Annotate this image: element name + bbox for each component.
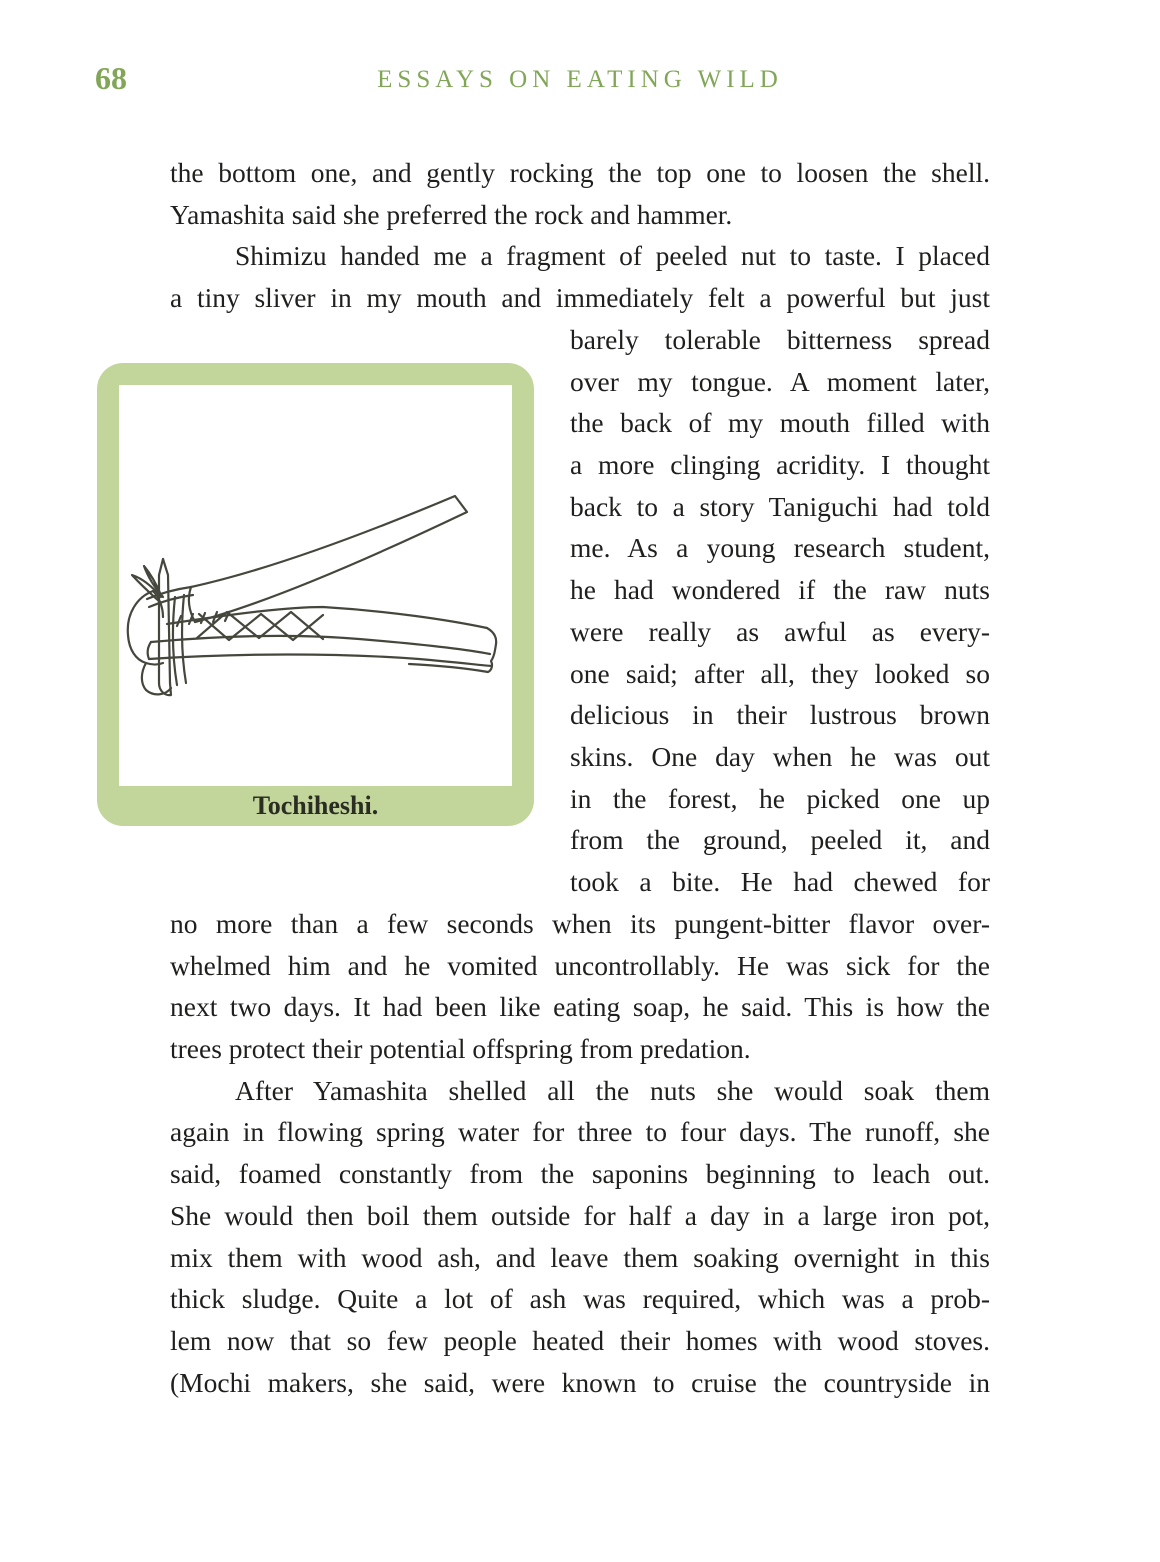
text-line: whelmed him and he vomited uncontrollably. He was sick for the xyxy=(170,949,990,981)
text-line: mix them with wood ash, and leave them soaking overnight in this xyxy=(170,1241,990,1273)
text-line: again in flowing spring water for three to four days. The runoff, she xyxy=(170,1116,990,1148)
text-line: She would then boil them outside for half a day in a large iron pot, xyxy=(170,1199,990,1231)
text-line: Shimizu handed me a fragment of peeled nut to taste. I placed xyxy=(235,240,990,272)
running-header: ESSAYS ON EATING WILD xyxy=(377,66,783,93)
text-line: in the forest, he picked one up xyxy=(570,782,990,814)
figure-caption: Tochiheshi. xyxy=(252,791,379,820)
text-line: said, foamed constantly from the saponins beginning to leach out. xyxy=(170,1158,990,1190)
page-number: 68 xyxy=(95,60,127,96)
text-line: a more clinging acridity. I thought xyxy=(570,449,990,481)
figure-box xyxy=(97,363,534,826)
text-line: skins. One day when he was out xyxy=(570,740,990,772)
text-line: barely tolerable bitterness spread xyxy=(570,324,990,355)
text-line: took a bite. He had chewed for xyxy=(570,865,990,897)
text-line: lem now that so few people heated their homes with wood stoves. xyxy=(170,1324,990,1356)
body-text-closing xyxy=(170,903,990,1403)
text-line: Yamashita said she preferred the rock and hammer. xyxy=(170,198,733,230)
text-line: over my tongue. A moment later, xyxy=(570,365,990,397)
figure-image-area xyxy=(119,385,512,786)
text-line: the bottom one, and gently rocking the top one to loosen the shell. xyxy=(170,157,990,188)
text-line: back to a story Taniguchi had told xyxy=(570,490,990,522)
body-text-wrap-column xyxy=(570,319,990,903)
text-line: me. As a young research student, xyxy=(570,532,990,564)
text-line: (Mochi makers, she said, were known to cruise the countryside in xyxy=(170,1366,990,1398)
text-line: he had wondered if the raw nuts xyxy=(570,574,990,606)
body-text-opening xyxy=(170,152,990,319)
tochiheshi-drawing xyxy=(119,385,512,786)
text-line: next two days. It had been like eating soap, he said. This is how the xyxy=(170,991,990,1023)
text-line: trees protect their potential offspring from predation. xyxy=(170,1033,751,1065)
text-line: After Yamashita shelled all the nuts she would soak them xyxy=(235,1074,990,1106)
text-line: were really as awful as every- xyxy=(570,615,990,647)
text-line: from the ground, peeled it, and xyxy=(570,824,990,856)
text-line: one said; after all, they looked so xyxy=(570,657,990,689)
text-line: the back of my mouth filled with xyxy=(570,407,990,439)
text-line: thick sludge. Quite a lot of ash was required, which was a prob- xyxy=(170,1283,990,1315)
text-line: a tiny sliver in my mouth and immediately felt a powerful but just xyxy=(170,282,990,314)
text-line: delicious in their lustrous brown xyxy=(570,699,990,731)
text-line: no more than a few seconds when its pungent-bitter flavor over- xyxy=(170,908,990,939)
